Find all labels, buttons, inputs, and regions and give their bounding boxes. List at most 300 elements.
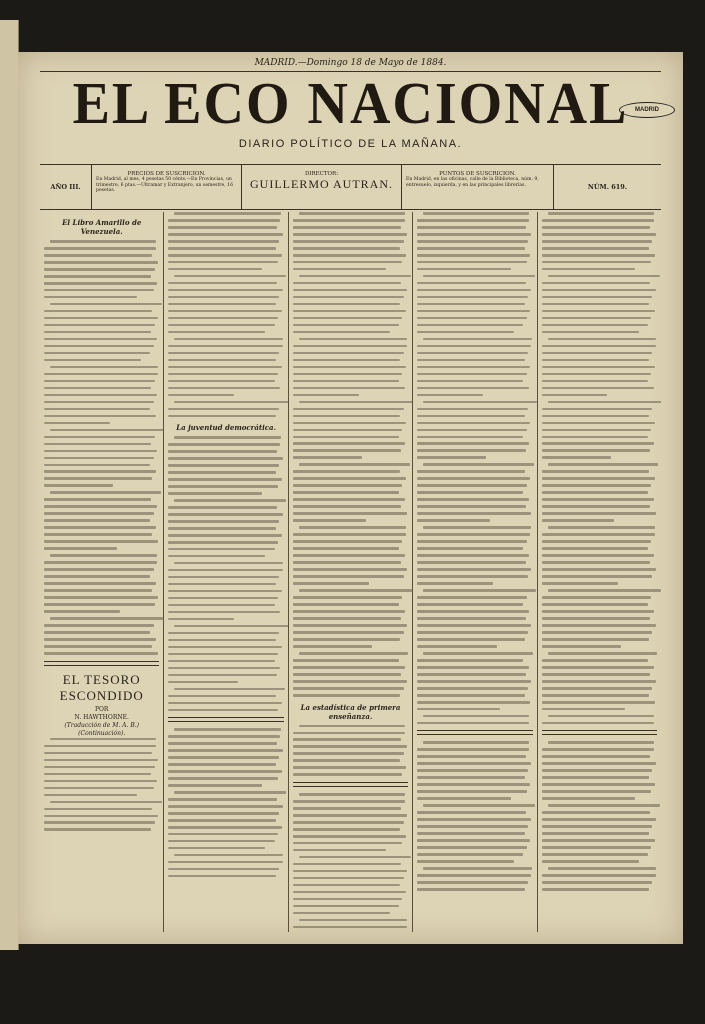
text-line bbox=[293, 732, 405, 735]
text-line bbox=[168, 520, 279, 523]
text-line bbox=[542, 790, 652, 793]
info-bar bbox=[40, 164, 661, 210]
text-line bbox=[417, 540, 527, 543]
text-line bbox=[168, 380, 274, 383]
text-line bbox=[542, 240, 653, 243]
text-line bbox=[542, 575, 653, 578]
text-line bbox=[542, 722, 654, 725]
text-line bbox=[417, 790, 527, 793]
text-line bbox=[168, 254, 281, 257]
text-line bbox=[299, 919, 407, 922]
text-line bbox=[542, 582, 618, 585]
text-line bbox=[293, 477, 406, 480]
text-line bbox=[50, 303, 162, 306]
text-line bbox=[44, 596, 158, 599]
text-line bbox=[417, 547, 523, 550]
text-line bbox=[168, 289, 282, 292]
text-line bbox=[50, 240, 156, 243]
text-line bbox=[293, 387, 405, 390]
text-line bbox=[417, 456, 486, 459]
text-line bbox=[417, 512, 531, 515]
text-line bbox=[542, 470, 649, 473]
text-line bbox=[542, 874, 656, 877]
text-line bbox=[44, 324, 155, 327]
text-line bbox=[168, 443, 280, 446]
text-line bbox=[417, 596, 527, 599]
text-line bbox=[168, 471, 275, 474]
text-line bbox=[423, 401, 537, 404]
text-line bbox=[542, 408, 653, 411]
text-line bbox=[44, 394, 157, 397]
text-line bbox=[293, 835, 406, 838]
text-line bbox=[44, 505, 157, 508]
text-line bbox=[168, 345, 282, 348]
text-line bbox=[44, 603, 155, 606]
text-line bbox=[417, 449, 525, 452]
feuilleton-title: EL TESORO ESCONDIDO bbox=[59, 671, 144, 703]
text-line bbox=[417, 408, 528, 411]
text-line bbox=[542, 673, 650, 676]
text-line bbox=[542, 687, 653, 690]
text-line bbox=[417, 769, 528, 772]
article-title-juventud: La juventud democrática. bbox=[176, 423, 277, 433]
text-line bbox=[417, 853, 523, 856]
text-line bbox=[293, 912, 390, 915]
text-line bbox=[168, 667, 280, 670]
text-line bbox=[417, 282, 525, 285]
text-line bbox=[542, 491, 648, 494]
text-line bbox=[417, 755, 525, 758]
text-line bbox=[50, 738, 156, 741]
issue-number: NÚM. 619. bbox=[587, 183, 628, 191]
dateline: MADRID.—Domingo 18 de Mayo de 1884. bbox=[254, 58, 447, 68]
text-line bbox=[417, 254, 530, 257]
text-line bbox=[417, 762, 531, 765]
text-line bbox=[168, 735, 280, 738]
text-line bbox=[423, 589, 536, 592]
masthead-subtitle: DIARIO POLÍTICO DE LA MAÑANA. bbox=[238, 138, 463, 150]
text-line bbox=[293, 773, 403, 776]
text-line bbox=[50, 491, 161, 494]
text-line bbox=[542, 484, 652, 487]
text-line bbox=[293, 470, 400, 473]
text-line bbox=[548, 715, 654, 718]
text-line bbox=[542, 226, 650, 229]
column-separator bbox=[417, 730, 532, 735]
text-line bbox=[168, 597, 278, 600]
text-line bbox=[417, 603, 523, 606]
text-line bbox=[168, 464, 279, 467]
column-separator bbox=[542, 730, 657, 735]
text-line bbox=[50, 429, 164, 432]
text-line bbox=[168, 826, 281, 829]
text-line bbox=[168, 506, 276, 509]
text-line bbox=[542, 261, 652, 264]
text-line bbox=[168, 798, 276, 801]
text-line bbox=[168, 352, 279, 355]
text-line bbox=[168, 709, 278, 712]
column-1-text-a bbox=[44, 240, 159, 655]
text-line bbox=[548, 275, 660, 278]
text-line bbox=[417, 477, 530, 480]
text-line bbox=[542, 387, 654, 390]
text-line bbox=[44, 373, 158, 376]
column-1 bbox=[40, 212, 164, 932]
text-line bbox=[542, 429, 652, 432]
text-line bbox=[168, 478, 281, 481]
text-line bbox=[168, 674, 276, 677]
points-text: En Madrid, en las oficinas, calle de la Biblioteca, núm. 9, entresuelo, izquierda, y en las principales librerías. bbox=[406, 177, 539, 188]
text-line bbox=[44, 498, 151, 501]
text-line bbox=[293, 877, 404, 880]
text-line bbox=[423, 715, 529, 718]
text-line bbox=[168, 695, 275, 698]
text-line bbox=[44, 415, 156, 418]
text-line bbox=[293, 331, 390, 334]
text-line bbox=[417, 645, 497, 648]
column-2-text-a bbox=[168, 212, 283, 417]
text-line bbox=[299, 793, 405, 796]
text-line bbox=[417, 345, 531, 348]
text-line bbox=[548, 867, 656, 870]
text-line bbox=[168, 847, 265, 850]
text-line bbox=[44, 561, 157, 564]
column-5-text-a bbox=[542, 212, 657, 724]
text-line bbox=[293, 891, 406, 894]
text-line bbox=[168, 770, 281, 773]
column-2-text-b bbox=[168, 436, 283, 711]
text-line bbox=[423, 212, 529, 215]
text-line bbox=[293, 666, 405, 669]
text-line bbox=[168, 387, 280, 390]
text-line bbox=[174, 436, 280, 439]
text-line bbox=[542, 708, 625, 711]
text-line bbox=[417, 387, 529, 390]
text-line bbox=[293, 505, 401, 508]
text-line bbox=[417, 694, 524, 697]
text-line bbox=[293, 821, 404, 824]
text-line bbox=[542, 839, 655, 842]
text-line bbox=[293, 828, 400, 831]
text-line bbox=[417, 261, 527, 264]
text-line bbox=[44, 422, 110, 425]
text-line bbox=[168, 868, 279, 871]
text-line bbox=[542, 547, 648, 550]
text-line bbox=[44, 470, 156, 473]
text-line bbox=[299, 401, 413, 404]
text-line bbox=[542, 561, 650, 564]
text-line bbox=[542, 254, 655, 257]
text-line bbox=[168, 653, 278, 656]
text-line bbox=[44, 540, 158, 543]
column-3 bbox=[289, 212, 413, 932]
text-line bbox=[542, 303, 649, 306]
text-line bbox=[542, 832, 649, 835]
text-line bbox=[44, 436, 155, 439]
text-line bbox=[542, 825, 653, 828]
column-3-text-a bbox=[293, 212, 408, 697]
text-line bbox=[168, 450, 276, 453]
text-line bbox=[44, 766, 155, 769]
text-line bbox=[548, 741, 654, 744]
feuilleton-continuation: (Continuación). bbox=[78, 729, 126, 737]
text-line bbox=[542, 755, 650, 758]
text-line bbox=[417, 422, 530, 425]
year-cell bbox=[40, 165, 92, 209]
text-line bbox=[44, 808, 152, 811]
text-line bbox=[299, 652, 409, 655]
text-line bbox=[417, 568, 531, 571]
text-line bbox=[44, 568, 154, 571]
text-line bbox=[542, 219, 654, 222]
text-line bbox=[417, 575, 528, 578]
text-line bbox=[44, 752, 152, 755]
text-line bbox=[44, 247, 156, 250]
text-line bbox=[293, 582, 369, 585]
text-line bbox=[168, 359, 275, 362]
text-line bbox=[293, 870, 407, 873]
text-line bbox=[168, 303, 275, 306]
text-line bbox=[44, 610, 120, 613]
text-line bbox=[417, 624, 531, 627]
text-line bbox=[417, 226, 525, 229]
text-line bbox=[293, 268, 386, 271]
text-line bbox=[168, 219, 280, 222]
text-line bbox=[168, 240, 279, 243]
text-line bbox=[417, 617, 525, 620]
text-line bbox=[417, 659, 523, 662]
text-line bbox=[168, 805, 282, 808]
text-line bbox=[293, 282, 401, 285]
feuilleton-author: N. HAWTHORNE. bbox=[74, 713, 129, 721]
text-line bbox=[174, 562, 282, 565]
text-line bbox=[417, 839, 530, 842]
year-label: AÑO III. bbox=[50, 183, 81, 191]
text-line bbox=[542, 694, 649, 697]
text-line bbox=[44, 380, 155, 383]
text-line bbox=[417, 442, 529, 445]
text-line bbox=[293, 226, 401, 229]
text-line bbox=[44, 464, 150, 467]
text-line bbox=[168, 282, 276, 285]
text-line bbox=[293, 317, 403, 320]
text-line bbox=[44, 282, 157, 285]
text-line bbox=[417, 748, 529, 751]
text-line bbox=[542, 748, 654, 751]
text-line bbox=[168, 534, 281, 537]
text-line bbox=[293, 575, 404, 578]
text-line bbox=[417, 359, 524, 362]
text-line bbox=[293, 659, 399, 662]
text-line bbox=[293, 394, 359, 397]
column-3-text-c bbox=[293, 793, 408, 932]
director-label: DIRECTOR: bbox=[304, 171, 339, 177]
text-line bbox=[293, 512, 407, 515]
text-line bbox=[174, 791, 286, 794]
text-line bbox=[293, 554, 405, 557]
text-line bbox=[542, 769, 653, 772]
text-line bbox=[423, 804, 535, 807]
text-line bbox=[299, 856, 411, 859]
text-line bbox=[293, 800, 405, 803]
text-line bbox=[44, 338, 157, 341]
text-line bbox=[417, 436, 523, 439]
text-line bbox=[548, 589, 661, 592]
text-line bbox=[44, 533, 152, 536]
text-line bbox=[542, 568, 656, 571]
text-line bbox=[168, 639, 275, 642]
text-line bbox=[44, 794, 137, 797]
text-line bbox=[417, 832, 524, 835]
text-line bbox=[542, 853, 648, 856]
text-line bbox=[417, 373, 527, 376]
text-line bbox=[293, 645, 373, 648]
text-line bbox=[168, 763, 275, 766]
text-line bbox=[168, 485, 278, 488]
column-2-text-c bbox=[168, 728, 283, 877]
text-line bbox=[168, 875, 275, 878]
text-line bbox=[44, 275, 151, 278]
text-line bbox=[423, 275, 535, 278]
text-line bbox=[417, 470, 524, 473]
text-line bbox=[44, 443, 151, 446]
text-line bbox=[293, 373, 403, 376]
text-line bbox=[168, 541, 278, 544]
text-line bbox=[168, 576, 279, 579]
text-line bbox=[168, 373, 278, 376]
feuilleton-translator: (Traducción de M. A. B.) bbox=[64, 721, 139, 729]
text-line bbox=[44, 261, 158, 264]
text-line bbox=[417, 296, 528, 299]
text-line bbox=[542, 860, 639, 863]
text-line bbox=[542, 268, 635, 271]
text-line bbox=[44, 408, 150, 411]
text-line bbox=[168, 702, 281, 705]
text-line bbox=[417, 687, 528, 690]
text-line bbox=[293, 303, 400, 306]
text-line bbox=[44, 345, 154, 348]
text-line bbox=[168, 833, 278, 836]
text-line bbox=[542, 846, 652, 849]
text-line bbox=[542, 505, 650, 508]
text-line bbox=[417, 324, 523, 327]
text-line bbox=[293, 680, 407, 683]
text-line bbox=[299, 338, 407, 341]
text-line bbox=[542, 359, 649, 362]
text-line bbox=[542, 366, 655, 369]
text-line bbox=[542, 331, 639, 334]
text-line bbox=[548, 804, 660, 807]
text-line bbox=[168, 583, 275, 586]
text-line bbox=[293, 638, 400, 641]
text-line bbox=[293, 738, 401, 741]
text-line bbox=[44, 582, 156, 585]
library-stamp: MADRID bbox=[619, 102, 675, 118]
text-line bbox=[293, 449, 401, 452]
number-cell bbox=[554, 165, 661, 209]
text-line bbox=[168, 492, 261, 495]
text-line bbox=[168, 408, 279, 411]
text-line bbox=[44, 268, 155, 271]
text-line bbox=[168, 310, 281, 313]
text-line bbox=[44, 512, 154, 515]
text-line bbox=[417, 268, 510, 271]
text-line bbox=[44, 787, 154, 790]
text-line bbox=[168, 632, 279, 635]
text-line bbox=[423, 741, 529, 744]
text-line bbox=[423, 652, 533, 655]
text-line bbox=[44, 645, 152, 648]
text-line bbox=[548, 652, 658, 655]
text-line bbox=[168, 394, 234, 397]
text-line bbox=[417, 429, 527, 432]
text-line bbox=[542, 645, 622, 648]
text-line bbox=[44, 652, 158, 655]
text-line bbox=[44, 759, 158, 762]
text-line bbox=[542, 610, 654, 613]
text-line bbox=[50, 617, 163, 620]
text-line bbox=[417, 505, 525, 508]
text-line bbox=[542, 345, 656, 348]
text-line bbox=[174, 688, 285, 691]
text-line bbox=[168, 861, 282, 864]
text-line bbox=[299, 212, 405, 215]
prices-text: En Madrid, al mes, 4 pesetas 50 cénts.—En Provincias, un trimestre, 6 ptas.—Ultramar y Extranjero, un semestre, 16 pesetas. bbox=[96, 177, 233, 193]
text-line bbox=[44, 815, 158, 818]
text-line bbox=[293, 247, 400, 250]
text-line bbox=[44, 352, 150, 355]
text-line bbox=[174, 401, 288, 404]
column-4-text-b bbox=[417, 741, 532, 890]
column-5 bbox=[538, 212, 661, 932]
text-line bbox=[44, 780, 157, 783]
text-line bbox=[417, 881, 528, 884]
text-line bbox=[293, 766, 406, 769]
text-line bbox=[168, 590, 281, 593]
text-line bbox=[417, 561, 525, 564]
text-line bbox=[417, 797, 510, 800]
text-line bbox=[542, 317, 652, 320]
text-line bbox=[293, 422, 406, 425]
text-line bbox=[44, 457, 154, 460]
newspaper-page bbox=[18, 52, 683, 944]
text-line bbox=[542, 519, 615, 522]
column-3-text-b bbox=[293, 725, 408, 776]
text-line bbox=[168, 457, 282, 460]
text-line bbox=[542, 659, 648, 662]
feuilleton-por: POR bbox=[94, 705, 109, 713]
text-line bbox=[168, 812, 279, 815]
text-line bbox=[417, 846, 527, 849]
column-5-text-b bbox=[542, 741, 657, 890]
text-line bbox=[168, 527, 275, 530]
text-line bbox=[423, 463, 534, 466]
text-line bbox=[293, 456, 362, 459]
text-line bbox=[44, 821, 155, 824]
text-line bbox=[168, 247, 275, 250]
text-line bbox=[417, 708, 500, 711]
text-line bbox=[293, 442, 405, 445]
text-line bbox=[44, 484, 113, 487]
text-line bbox=[293, 631, 404, 634]
text-line bbox=[293, 296, 404, 299]
column-separator bbox=[44, 661, 159, 666]
text-line bbox=[293, 436, 399, 439]
text-line bbox=[417, 776, 524, 779]
text-line bbox=[293, 498, 405, 501]
text-line bbox=[168, 660, 274, 663]
text-line bbox=[299, 275, 411, 278]
